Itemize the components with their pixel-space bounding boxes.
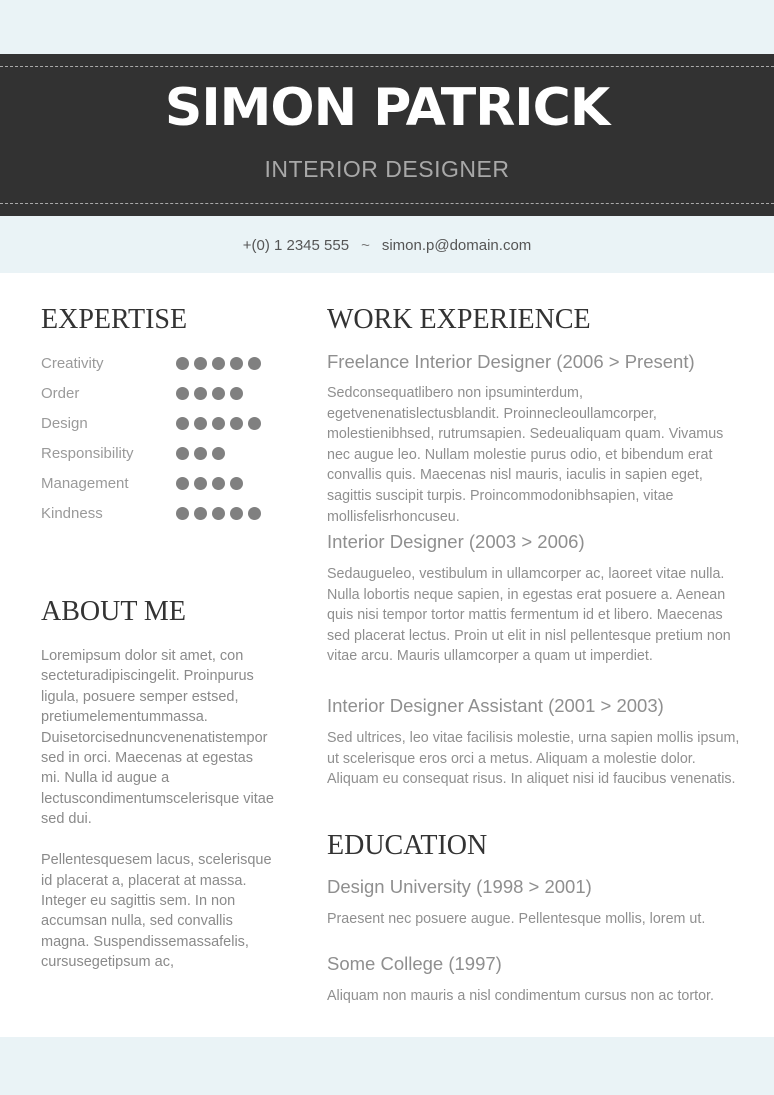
rating-dot (248, 507, 261, 520)
rating-dot (194, 447, 207, 460)
job-entry-title: Interior Designer Assistant (2001 > 2003) (327, 695, 664, 716)
skill-label: Creativity (41, 355, 104, 372)
rating-dot (176, 417, 189, 430)
skill-row (41, 505, 281, 535)
skills-list (41, 355, 281, 535)
skill-rating (176, 357, 266, 370)
skill-rating (176, 387, 248, 400)
work-experience-heading: WORK EXPERIENCE (327, 304, 591, 335)
email-address[interactable]: simon.p@domain.com (381, 237, 532, 254)
rating-dot (212, 387, 225, 400)
rating-dot (176, 357, 189, 370)
skill-row (41, 415, 281, 445)
rating-dot (248, 417, 261, 430)
skill-label: Responsibility (41, 445, 134, 462)
rating-dot (194, 357, 207, 370)
about-paragraph: Loremipsum dolor sit amet, con secteturadipiscingelit. Proinpurus ligula, posuere semper estsed, pretiumelementummassa. Duisetorcisednuncvenenatistempor sed in orci. Maecenas at egestas mi. Nulla id augue a lectuscondimentumscelerisque vitae sed dui. (41, 648, 274, 828)
footer-band (0, 1037, 774, 1095)
rating-dot (212, 357, 225, 370)
skill-label: Kindness (41, 505, 103, 522)
contact-line (0, 237, 774, 255)
skill-label: Order (41, 385, 80, 402)
rating-dot (212, 417, 225, 430)
education-entry-title: Design University (1998 > 2001) (327, 876, 592, 897)
skill-label: Management (41, 475, 129, 492)
about-text (41, 646, 276, 993)
skill-row (41, 445, 281, 475)
resume-body (0, 273, 774, 1037)
top-dashed-line (0, 66, 774, 67)
rating-dot (194, 507, 207, 520)
rating-dot (176, 477, 189, 490)
rating-dot (230, 477, 243, 490)
skill-rating (176, 447, 230, 460)
education-entry-description: Aliquam non mauris a nisl condimentum cursus non ac tortor. (327, 988, 714, 1004)
skill-label: Design (41, 415, 88, 432)
job-title: INTERIOR DESIGNER (264, 156, 510, 182)
rating-dot (230, 357, 243, 370)
rating-dot (194, 417, 207, 430)
rating-dot (212, 477, 225, 490)
expertise-heading: EXPERTISE (41, 304, 188, 335)
education-entry-title: Some College (1997) (327, 953, 502, 974)
rating-dot (230, 507, 243, 520)
skill-row (41, 385, 281, 415)
rating-dot (176, 387, 189, 400)
bottom-dashed-line (0, 203, 774, 204)
skill-rating (176, 477, 248, 490)
rating-dot (212, 447, 225, 460)
education-entry-description: Praesent nec posuere augue. Pellentesque mollis, lorem ut. (327, 911, 706, 927)
rating-dot (194, 387, 207, 400)
rating-dot (212, 507, 225, 520)
job-entry-description: Sed ultrices, leo vitae facilisis molestie, urna sapien mollis ipsum, ut scelerisque eros orci a metus. Aliquam a molestie dolor. Aliquam eu consequat risus. In aliquet nisi id faucibus venenatis. (327, 730, 740, 788)
about-paragraph: Pellentesquesem lacus, scelerisque id placerat a, placerat at massa. Integer eu sagittis sem. In non accumsan nulla, sed convallis magna. Suspendissemassafelis, cursusegetipsum ac, (41, 852, 272, 971)
job-entry-description: Sedaugueleo, vestibulum in ullamcorper ac, laoreet vitae nulla. Nulla lobortis neque sapien, in egestas erat posuere a. Aenean quis nisi tempor tortor mattis fermentum id et libero. Maecenas sed placerat lectus. Proin ut elit in nisl pellentesque pretium non vitae arcu. Mauris ullamcorper a quam ut imperdiet. (327, 566, 731, 665)
skill-row (41, 475, 281, 505)
job-entry-description: Sedconsequatlibero non ipsuminterdum, egetvenenatislectusblandit. Proinnecleoullamcorper, molestienibhsed, rutrumsapien. Sedeualiquam quam. Vivamus nec augue leo. Nullam molestie purus odio, et bibendum erat convallis quis. Maecenas nisl mauris, iaculis in sapien eget, sagittis suscipit turpis. Proincommodonibhsapien, vitae mollisfelisrhoncuseu. (327, 385, 724, 525)
job-entry-title: Interior Designer (2003 > 2006) (327, 531, 585, 552)
education-heading: EDUCATION (327, 830, 488, 861)
rating-dot (248, 357, 261, 370)
contact-separator: ~ (361, 237, 370, 254)
rating-dot (230, 387, 243, 400)
rating-dot (176, 507, 189, 520)
header-banner (0, 54, 774, 216)
job-entry-title: Freelance Interior Designer (2006 > Present) (327, 351, 695, 372)
skill-rating (176, 507, 266, 520)
rating-dot (176, 447, 189, 460)
skill-rating (176, 417, 266, 430)
about-heading: ABOUT ME (41, 596, 186, 627)
skill-row (41, 355, 281, 385)
person-name: SIMON PATRICK (164, 78, 610, 138)
rating-dot (230, 417, 243, 430)
phone-number: +(0) 1 2345 555 (242, 237, 350, 254)
rating-dot (194, 477, 207, 490)
